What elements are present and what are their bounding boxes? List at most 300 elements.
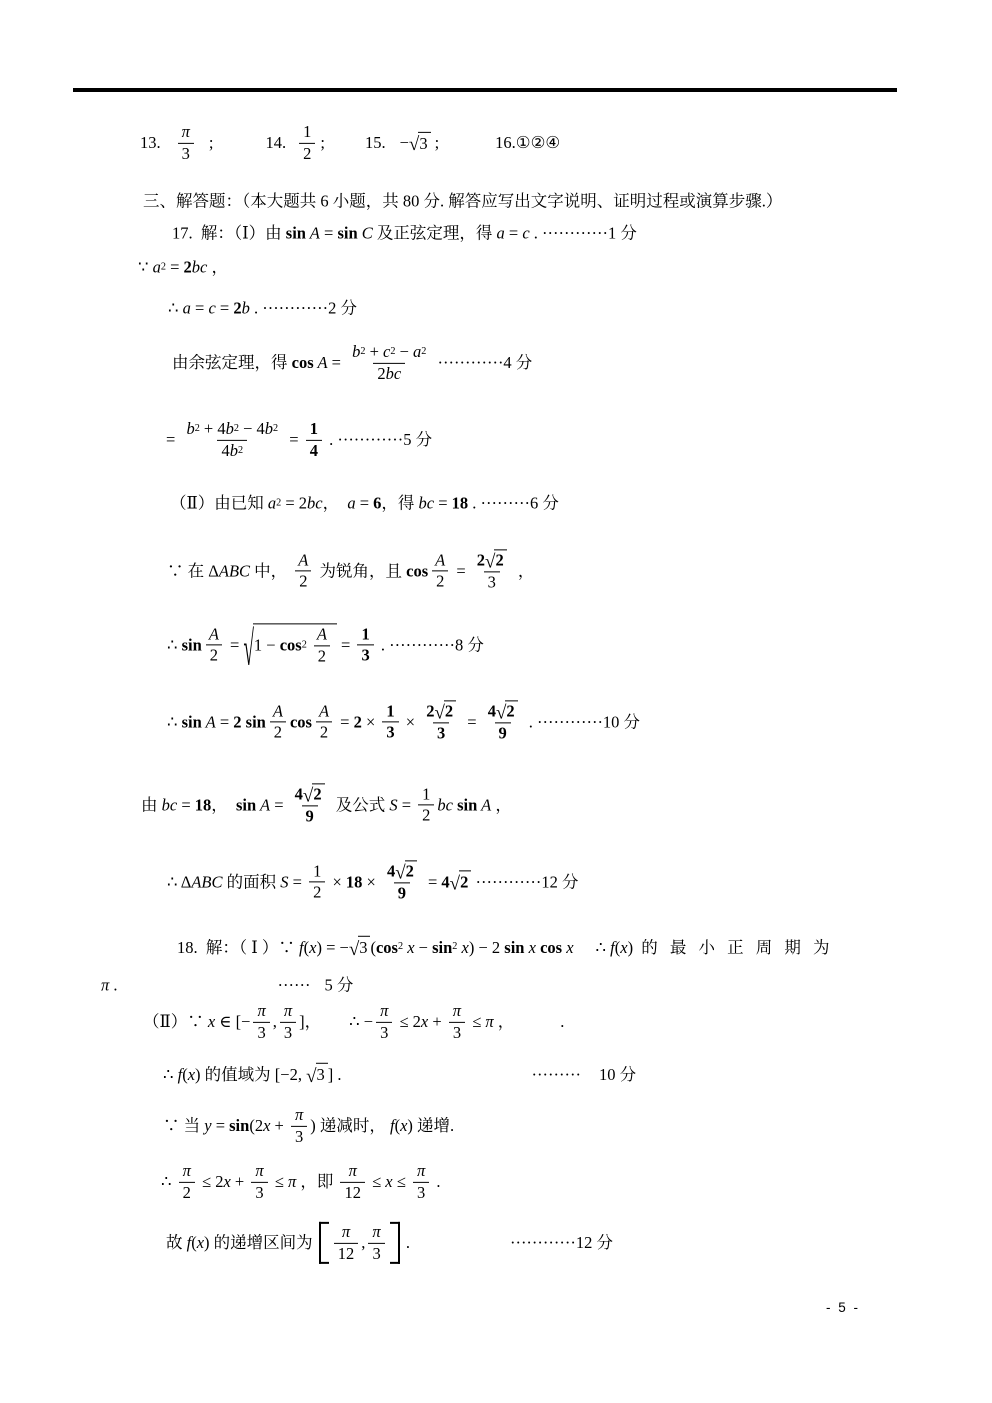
text-run: = xyxy=(225,635,244,655)
numerator xyxy=(473,549,511,571)
numerator xyxy=(382,701,398,722)
denominator xyxy=(394,882,410,904)
text-run: = xyxy=(355,493,374,513)
text-run: 2 xyxy=(209,645,218,665)
text-run: = xyxy=(285,430,303,450)
text-run: x xyxy=(187,1064,196,1084)
text-run: cos xyxy=(406,561,429,581)
radicand xyxy=(312,783,324,805)
fraction xyxy=(340,1161,365,1203)
fraction xyxy=(294,550,312,592)
text-run: π xyxy=(101,975,110,995)
text-run: 3 xyxy=(386,722,395,742)
text-run: （Ⅱ）∵ xyxy=(143,1012,208,1032)
text-run: 2 xyxy=(444,701,454,721)
text-run: sin xyxy=(504,937,525,957)
denominator xyxy=(357,645,373,667)
text-run: A xyxy=(201,712,216,732)
fraction xyxy=(334,1222,359,1264)
text-run: ]， xyxy=(299,1012,322,1032)
text-run: ≤ 2 xyxy=(395,1012,421,1032)
text-run: b xyxy=(225,418,234,438)
text-run: π xyxy=(255,1160,264,1180)
text-run: ， xyxy=(491,795,512,815)
text-run: f xyxy=(177,1064,183,1084)
denominator xyxy=(382,722,398,744)
text-run: 17. 解：（Ⅰ）由 xyxy=(172,223,286,243)
text-run: 为锐角，且 xyxy=(315,561,407,581)
text-run: ) = − xyxy=(316,937,349,957)
numerator xyxy=(345,1161,361,1182)
text-run: ] . xyxy=(327,1064,342,1084)
radicand xyxy=(459,871,471,893)
text-run: f xyxy=(390,1116,395,1136)
q17-area-setup-line xyxy=(141,783,512,826)
spacer xyxy=(311,985,325,986)
q18-monotonic-line xyxy=(163,1105,454,1147)
radicand xyxy=(405,860,417,882)
text-run: sin xyxy=(245,712,266,732)
text-run: ∴ xyxy=(161,1172,176,1192)
text-run: （Ⅱ）由已知 xyxy=(170,493,268,513)
text-run: y xyxy=(204,1116,212,1136)
text-run: 2 xyxy=(183,257,192,277)
text-run: cos xyxy=(540,937,563,957)
text-run: . ············1 分 xyxy=(529,223,637,243)
text-run: 2 xyxy=(233,712,242,732)
text-run: ) 递增. xyxy=(407,1116,455,1136)
text-run: . ·········6 分 xyxy=(468,493,559,513)
radicand: 1 − cos 2 $\frac{A}{2}$ xyxy=(253,623,337,666)
numerator xyxy=(291,1105,307,1126)
text-run: 1 − xyxy=(253,635,280,655)
fraction xyxy=(315,701,333,743)
q18-part2-line xyxy=(143,1001,564,1043)
text-run: ) 递减时， xyxy=(310,1116,390,1136)
text-run: 9 xyxy=(498,723,507,742)
fraction xyxy=(309,861,325,903)
q18-inequality-line xyxy=(161,1161,440,1203)
text-run: A xyxy=(272,700,283,720)
text-run: bc xyxy=(418,493,435,513)
numerator xyxy=(413,1161,429,1182)
q17-sin-half-line xyxy=(167,623,484,678)
text-run: 1 xyxy=(313,860,322,880)
text-run: . xyxy=(432,1172,441,1192)
text-run: ········· xyxy=(531,1064,581,1084)
text-run: 18. 解：（ Ⅰ ）∵ xyxy=(177,937,300,957)
text-run: 2 xyxy=(313,784,322,804)
text-run: ≤ xyxy=(270,1172,288,1192)
text-run: 及公式 xyxy=(331,795,390,815)
text-run: A xyxy=(298,549,309,569)
text-run: 3 xyxy=(294,1126,304,1146)
denominator xyxy=(295,571,311,593)
text-run: 9 xyxy=(397,883,407,902)
text-run: b xyxy=(241,298,250,318)
text-run: 2 xyxy=(422,805,431,825)
q17-step5-line xyxy=(166,419,432,461)
denominator xyxy=(484,571,500,593)
text-run: ， xyxy=(322,493,348,513)
text-run: − 4 xyxy=(238,418,265,438)
text-run: 3 xyxy=(181,143,190,163)
text-run: A xyxy=(305,223,320,243)
text-run: ， xyxy=(493,1012,515,1032)
denominator xyxy=(179,1182,195,1204)
text-run: 2 xyxy=(303,143,312,163)
text-run: × xyxy=(362,872,380,892)
denominator xyxy=(253,1022,269,1044)
text-run: ) − 2 xyxy=(468,937,505,957)
text-run: ············4 分 xyxy=(433,353,533,373)
q17-step1-line xyxy=(172,222,637,243)
text-run: 2 xyxy=(299,571,308,591)
text-run: , xyxy=(361,1233,366,1253)
fraction xyxy=(418,784,434,826)
text-run: = xyxy=(463,712,481,732)
numerator xyxy=(309,861,325,882)
spacer xyxy=(286,143,296,144)
text-run: 14. xyxy=(265,133,287,153)
text-run: ， xyxy=(513,561,535,581)
text-run: bc xyxy=(437,795,453,815)
section-heading-line xyxy=(143,190,782,211)
radicand xyxy=(358,936,370,958)
text-run: x xyxy=(309,937,317,957)
text-run: = xyxy=(215,298,234,318)
text-run: ∈ [− xyxy=(215,1012,251,1032)
text-run: 2 xyxy=(476,549,486,569)
text-run: ≤ xyxy=(468,1012,486,1032)
text-run: ; xyxy=(320,133,325,153)
text-run: sin xyxy=(229,1116,250,1136)
text-run: = xyxy=(327,353,346,373)
text-run: 2 xyxy=(426,700,435,720)
text-run: , xyxy=(272,1012,277,1032)
radicand xyxy=(444,700,456,722)
q18-range-line xyxy=(163,1063,636,1085)
spacer xyxy=(321,1022,349,1023)
q17-step2-line xyxy=(168,297,357,318)
numerator xyxy=(315,701,333,722)
fraction xyxy=(178,122,194,164)
text-run: 2 xyxy=(506,701,515,721)
text-run: − xyxy=(395,341,414,361)
text-run: 12 xyxy=(344,1182,361,1202)
denominator xyxy=(280,1022,296,1044)
text-run: c xyxy=(383,341,391,361)
text-run: . xyxy=(401,1233,410,1253)
numerator xyxy=(294,550,312,571)
text-run: a xyxy=(347,493,356,513)
text-run: cos xyxy=(375,937,398,957)
spacer xyxy=(214,143,266,144)
text-run: f xyxy=(186,1233,192,1253)
denominator xyxy=(495,722,511,744)
text-run: ············12 分 xyxy=(471,872,579,892)
denominator xyxy=(418,805,434,827)
numerator xyxy=(376,1001,392,1022)
text-run: ∴ − xyxy=(349,1012,374,1032)
text-run: 由 xyxy=(141,795,162,815)
text-run: ) 的递增区间为 xyxy=(204,1233,317,1253)
text-run: . ············10 分 xyxy=(524,712,641,732)
text-run: 2 xyxy=(313,882,322,902)
text-run: × xyxy=(401,712,420,732)
text-run: + xyxy=(365,341,384,361)
text-run: bc xyxy=(191,257,208,277)
fraction xyxy=(313,624,331,666)
text-run: = xyxy=(211,1116,230,1136)
radical-icon: √ xyxy=(302,785,314,807)
spacer xyxy=(342,1074,532,1075)
text-run: = xyxy=(288,872,307,892)
text-run: ∵ 在 Δ xyxy=(167,561,219,581)
denominator xyxy=(449,1022,465,1044)
text-run: 4 xyxy=(441,872,450,892)
spacer xyxy=(410,1243,510,1244)
text-run: sin xyxy=(181,712,202,732)
text-run: C xyxy=(357,223,373,243)
denominator xyxy=(368,1243,384,1265)
q17-cosine-rule-line xyxy=(172,342,532,384)
fraction xyxy=(357,624,373,666)
numerator xyxy=(313,624,331,645)
text-run: f xyxy=(610,937,615,957)
text-run: 由余弦定理，得 xyxy=(172,353,292,373)
fraction xyxy=(422,700,460,743)
numerator xyxy=(449,1001,465,1022)
text-run: a xyxy=(182,298,191,318)
denominator xyxy=(376,1022,392,1044)
denominator xyxy=(251,1182,267,1204)
text-run: 3 xyxy=(452,1022,462,1042)
text-run: 1 xyxy=(386,700,395,720)
text-run: 3 xyxy=(283,1022,293,1042)
spacer xyxy=(118,985,278,986)
text-run: 3 xyxy=(361,645,370,665)
text-run: π xyxy=(341,1221,351,1241)
text-run: ，得 xyxy=(381,493,419,513)
text-run: sin xyxy=(457,795,478,815)
spacer xyxy=(574,947,596,948)
text-run: b xyxy=(264,418,274,438)
text-run: sin xyxy=(432,937,453,957)
radicand xyxy=(418,132,430,154)
fraction xyxy=(484,700,522,743)
fraction xyxy=(269,701,287,743)
text-run: x xyxy=(196,1233,205,1253)
text-run: 2 xyxy=(317,646,326,665)
fraction xyxy=(299,122,315,164)
text-run: = xyxy=(215,712,234,732)
text-run: x xyxy=(562,937,574,957)
text-run: 中， xyxy=(250,561,292,581)
radicand xyxy=(316,1063,328,1085)
text-run: x xyxy=(263,1116,271,1136)
text-run: 2 xyxy=(182,1182,191,1202)
spacer xyxy=(439,143,495,144)
q17-area-result-line xyxy=(167,860,579,903)
text-run: x xyxy=(223,1172,231,1192)
numerator xyxy=(291,783,329,805)
numerator xyxy=(431,550,449,571)
text-run: ············12 分 xyxy=(509,1233,614,1253)
text-run: A xyxy=(316,624,327,644)
fraction xyxy=(368,1222,384,1264)
text-run: 故 xyxy=(166,1233,187,1253)
text-run: c xyxy=(522,223,530,243)
numerator xyxy=(179,1161,195,1182)
spacer xyxy=(581,1074,599,1075)
text-run: = xyxy=(423,872,442,892)
numerator xyxy=(269,701,287,722)
text-run: ，即 xyxy=(296,1172,338,1192)
text-run: x xyxy=(524,937,536,957)
text-run: = xyxy=(397,795,416,815)
q17-given-line: ∵ a 2 = 2 bc ， xyxy=(138,257,228,277)
text-run: ∴ xyxy=(595,937,611,957)
text-run: 及正弦定理，得 xyxy=(372,223,497,243)
sqrt xyxy=(409,132,431,154)
text-run: 3 xyxy=(380,1022,389,1042)
radical-icon: √ xyxy=(348,938,360,960)
numerator xyxy=(418,784,434,805)
fraction xyxy=(205,624,223,666)
text-run: 3 xyxy=(257,1022,266,1042)
horizontal-rule xyxy=(73,88,897,92)
q17-part2-line: （Ⅱ）由已知 a 2 = 2 bc ， a = 6 ，得 bc = 18 . ·········6 分 xyxy=(170,493,559,513)
text-run: bc xyxy=(385,363,402,383)
text-run: ≤ xyxy=(392,1172,410,1192)
text-run: − xyxy=(414,937,433,957)
text-run: b xyxy=(352,341,361,361)
text-run: 3 xyxy=(316,1064,325,1084)
radical-icon: √ xyxy=(495,702,507,724)
text-run: 5 分 xyxy=(324,975,354,995)
text-run: bc xyxy=(307,493,323,513)
text-run: 3 xyxy=(372,1243,381,1263)
text-run: sin xyxy=(236,795,257,815)
text-run: 6 xyxy=(373,493,382,513)
numerator xyxy=(178,122,194,143)
numerator xyxy=(253,1001,269,1022)
text-run: 3 xyxy=(419,133,428,153)
fraction xyxy=(431,550,449,592)
text-run: 1 xyxy=(422,783,431,803)
text-run: x xyxy=(457,937,469,957)
text-run: . ············5 分 xyxy=(324,430,433,450)
sqrt xyxy=(434,700,456,722)
spacer xyxy=(386,143,400,144)
spacer xyxy=(325,143,365,144)
text-run: 15. xyxy=(364,133,386,153)
text-run: 1 xyxy=(361,623,370,643)
fraction xyxy=(383,860,421,903)
fraction xyxy=(382,701,398,743)
text-run: x xyxy=(385,1172,393,1192)
text-run: x xyxy=(400,1116,408,1136)
radical-icon: √ xyxy=(395,862,406,884)
text-run: 4 xyxy=(294,783,303,803)
text-run: 12 xyxy=(337,1243,355,1263)
sqrt xyxy=(485,549,507,571)
q18-step1-line: 18. 解：（ Ⅰ ）∵ f ( x ) = − √ 3 ( cos 2 x − sin 2 x ) − 2 sin x cos x ∴ f ( x ) 的 最 小 正 周 期 为 xyxy=(177,937,834,960)
radical-icon: √ xyxy=(408,134,420,156)
text-run: π xyxy=(452,1000,462,1020)
text-run: 的 最 小 正 周 期 为 xyxy=(633,937,834,957)
text-run: 1 xyxy=(303,121,312,141)
text-run: cos xyxy=(289,712,312,732)
text-run: π xyxy=(182,1160,191,1180)
denominator xyxy=(373,363,405,385)
text-run: + 4 xyxy=(199,418,226,438)
numerator xyxy=(280,1001,296,1022)
text-run: − xyxy=(399,133,409,153)
answers-13-16-line xyxy=(140,122,560,164)
text-run: ; xyxy=(208,133,214,153)
text-run: ( xyxy=(191,1233,197,1253)
text-run: = xyxy=(336,712,354,732)
fraction xyxy=(291,1105,307,1147)
q18-interval-line xyxy=(166,1222,613,1264)
numerator xyxy=(338,1222,354,1243)
denominator xyxy=(340,1182,365,1204)
text-run: 2 xyxy=(495,550,504,570)
text-run: π xyxy=(257,1000,266,1020)
spacer xyxy=(514,1022,560,1023)
text-run: . ············2 分 xyxy=(249,298,358,318)
fraction xyxy=(291,783,329,826)
sqrt xyxy=(243,623,336,678)
text-run: S xyxy=(389,795,398,815)
text-run: ABC xyxy=(191,872,223,892)
text-run: 13. xyxy=(140,133,161,153)
text-run: a xyxy=(267,493,277,513)
text-run: A xyxy=(256,795,271,815)
text-run: ) xyxy=(627,937,634,957)
text-run: 2 xyxy=(353,712,362,732)
text-run: π xyxy=(181,121,190,141)
text-run: 18 xyxy=(345,872,363,892)
denominator xyxy=(206,645,222,667)
text-run: = xyxy=(452,561,470,581)
denominator xyxy=(334,1243,359,1265)
text-run: 2 xyxy=(377,363,386,383)
text-run: . xyxy=(109,975,118,995)
text-run: = xyxy=(190,298,209,318)
denominator xyxy=(306,440,322,462)
text-run: π xyxy=(283,1000,293,1020)
denominator: 4 b 2 xyxy=(217,440,247,462)
text-run: = xyxy=(165,257,184,277)
text-run: 的面积 xyxy=(222,872,281,892)
text-run: ∴ xyxy=(168,298,183,318)
text-run: A xyxy=(208,623,219,643)
text-run: cos xyxy=(291,353,314,373)
text-run: 18 xyxy=(451,493,469,513)
text-run: A xyxy=(318,700,330,720)
fraction xyxy=(182,419,282,461)
text-run: b xyxy=(186,418,195,438)
text-run: 2 xyxy=(319,722,329,742)
text-run: A xyxy=(435,549,446,569)
text-run: π xyxy=(287,1172,297,1192)
numerator xyxy=(205,624,223,645)
text-run: = xyxy=(434,493,452,513)
numerator xyxy=(368,1222,384,1243)
